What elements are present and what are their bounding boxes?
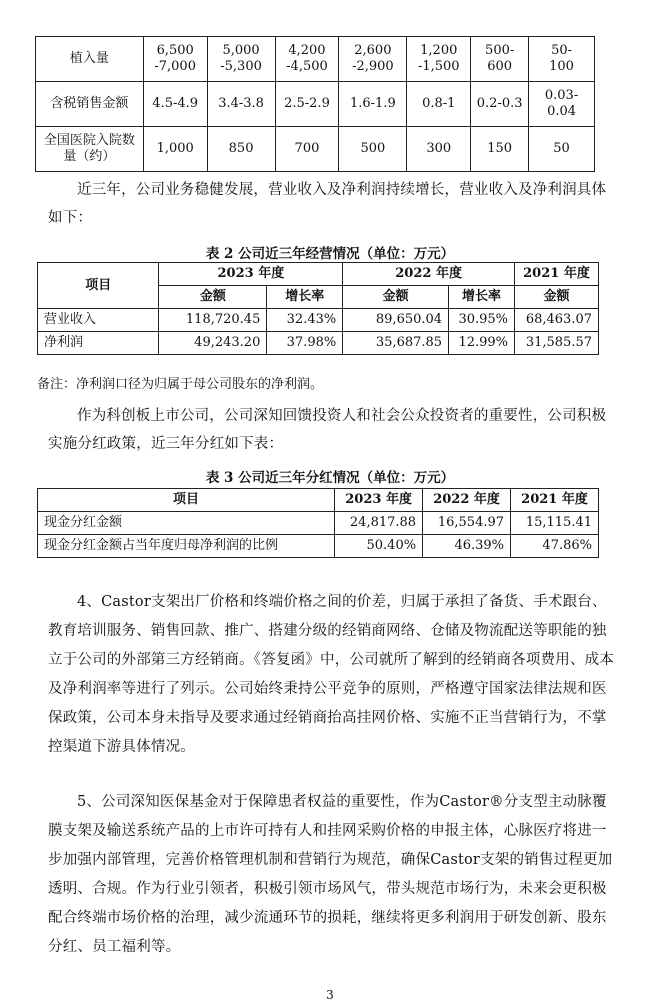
table3-caption: 表 3 公司近三年分红情况（单位：万元）	[205, 470, 455, 486]
row-label: 植入量	[36, 37, 144, 82]
table-cell: 50.40%	[335, 535, 423, 558]
table-cell: 0.03- 0.04	[529, 82, 595, 127]
table-row	[38, 332, 599, 355]
table-cell: 0.8-1	[407, 82, 471, 127]
table-row	[38, 309, 599, 332]
table3-header: 2022 年度	[423, 489, 511, 512]
table2-note: 备注：净利润口径为归属于母公司股东的净利润。	[37, 377, 324, 392]
page-number: 3	[326, 988, 334, 1002]
table2-subheader: 增长率	[449, 286, 515, 309]
table-cell: 24,817.88	[335, 512, 423, 535]
row-label: 全国医院入院数 量（约）	[36, 127, 144, 172]
table-cell: 37.98%	[267, 332, 343, 355]
table-cell: 4.5-4.9	[143, 82, 207, 127]
table-cell: 49,243.20	[159, 332, 267, 355]
table-cell: 1,000	[143, 127, 207, 172]
table-row	[36, 127, 595, 172]
table2-subheader: 增长率	[267, 286, 343, 309]
table-cell: 1,200 -1,500	[407, 37, 471, 82]
table2-subheader: 金额	[515, 286, 599, 309]
table-cell: 46.39%	[423, 535, 511, 558]
row-label: 现金分红金额占当年度归母净利润的比例	[38, 535, 335, 558]
table-cell: 3.4-3.8	[207, 82, 275, 127]
table-cell: 118,720.45	[159, 309, 267, 332]
table-row	[36, 82, 595, 127]
row-label: 净利润	[38, 332, 159, 355]
table-cell: 500	[339, 127, 407, 172]
table-cell: 47.86%	[511, 535, 599, 558]
table2-item-header: 项目	[38, 263, 159, 309]
table-cell: 32.43%	[267, 309, 343, 332]
table2-caption: 表 2 公司近三年经营情况（单位：万元）	[205, 246, 455, 262]
table3-header: 2021 年度	[511, 489, 599, 512]
table-cell: 850	[207, 127, 275, 172]
table-cell: 2,600 -2,900	[339, 37, 407, 82]
table-cell: 89,650.04	[343, 309, 449, 332]
table-cell: 30.95%	[449, 309, 515, 332]
table-cell: 12.99%	[449, 332, 515, 355]
table-cell: 1.6-1.9	[339, 82, 407, 127]
table3-header: 项目	[38, 489, 335, 512]
table2-subheader: 金额	[343, 286, 449, 309]
table2-year-2022: 2022 年度	[343, 263, 515, 286]
table-cell: 4,200 -4,500	[275, 37, 339, 82]
paragraph-revenue-intro: 近三年，公司业务稳健发展，营业收入及净利润持续增长，营业收入及净利润具体如下：	[48, 182, 607, 226]
row-label: 含税销售金额	[36, 82, 144, 127]
table-cell: 50- 100	[529, 37, 595, 82]
table-cell: 5,000 -5,300	[207, 37, 275, 82]
table-cell: 31,585.57	[515, 332, 599, 355]
row-label: 营业收入	[38, 309, 159, 332]
implant-volume-table	[35, 36, 595, 172]
operating-results-table	[37, 262, 599, 355]
table-row	[38, 535, 599, 558]
paragraph-point-4: 4、Castor支架出厂价格和终端价格之间的价差，归属于承担了备货、手术跟台、教育培训服务、销售回款、推广、搭建分级的经销商网络、仓储及物流配送等职能的独立于公司的外部第三方经销商。《答复函》中，公司就所了解到的经销商各项费用、成本及净利润率等进行了列示。公司始终秉持公平竞争的原则，严格遵守国家法律法规和医保政策，公司本身未指导及要求通过经销商抬高挂网价格、实施不正当营销行为，不掌控渠道下游具体情况。	[48, 594, 615, 755]
table-cell: 35,687.85	[343, 332, 449, 355]
table-cell: 700	[275, 127, 339, 172]
table2-subheader: 金额	[159, 286, 267, 309]
table-cell: 16,554.97	[423, 512, 511, 535]
table-cell: 50	[529, 127, 595, 172]
table-cell: 300	[407, 127, 471, 172]
paragraph-dividend-intro: 作为科创板上市公司，公司深知回馈投资人和社会公众投资者的重要性，公司积极实施分红政策，近三年分红如下表：	[48, 408, 607, 452]
row-label: 现金分红金额	[38, 512, 335, 535]
table2-year-2023: 2023 年度	[159, 263, 343, 286]
table3-header: 2023 年度	[335, 489, 423, 512]
dividend-table	[37, 488, 599, 558]
table-cell: 500- 600	[471, 37, 529, 82]
table-row	[38, 512, 599, 535]
table-cell: 6,500 -7,000	[143, 37, 207, 82]
table-row	[36, 37, 595, 82]
table-cell: 68,463.07	[515, 309, 599, 332]
table-cell: 15,115.41	[511, 512, 599, 535]
table-cell: 2.5-2.9	[275, 82, 339, 127]
paragraph-point-5: 5、公司深知医保基金对于保障患者权益的重要性，作为Castor®分支型主动脉覆膜支架及输送系统产品的上市许可持有人和挂网采购价格的申报主体，心脉医疗将进一步加强内部管理，完善价格管理机制和营销行为规范，确保Castor支架的销售过程更加透明、合规。作为行业引领者，积极引领市场风气，带头规范市场行为，未来会更积极配合终端市场价格的治理，减少流通环节的损耗，继续将更多利润用于研发创新、股东分红、员工福利等。	[48, 794, 613, 955]
table-cell: 150	[471, 127, 529, 172]
table2-year-2021: 2021 年度	[515, 263, 599, 286]
table-cell: 0.2-0.3	[471, 82, 529, 127]
